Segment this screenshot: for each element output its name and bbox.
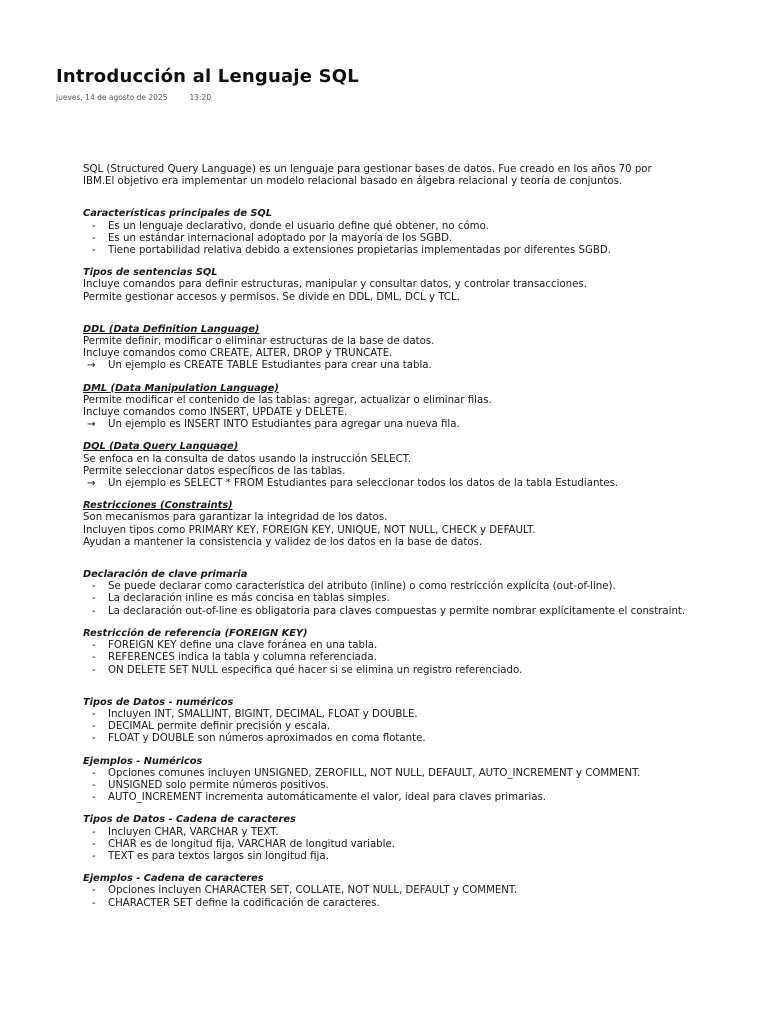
intro-line-2: IBM.El objetivo era implementar un modelo relacional basado en álgebra relacional y teoría de conjuntos.	[83, 176, 623, 188]
dash-marker: -	[92, 245, 96, 257]
list-item: - FLOAT y DOUBLE son números aproximados en coma flotante.	[92, 733, 426, 745]
list-item: - Opciones incluyen CHARACTER SET, COLLATE, NOT NULL, DEFAULT y COMMENT.	[92, 885, 518, 897]
list-item: → Un ejemplo es CREATE TABLE Estudiantes para crear una tabla.	[87, 360, 432, 372]
text-line: Incluye comandos como INSERT, UPDATE y DELETE.	[83, 407, 348, 419]
list-item: - FOREIGN KEY define una clave foránea en una tabla.	[92, 640, 378, 652]
section-heading-ejemplos-numericos: Ejemplos - Numéricos	[83, 755, 203, 767]
dash-marker: -	[92, 838, 96, 850]
note-time: 13:20	[189, 93, 212, 102]
dash-marker: -	[92, 721, 96, 733]
text-line: Incluyen tipos como PRIMARY KEY, FOREIGN KEY, UNIQUE, NOT NULL, CHECK y DEFAULT.	[83, 524, 536, 536]
section-heading-tipos-cadena: Tipos de Datos - Cadena de caracteres	[83, 814, 296, 826]
text-line: Permite definir, modificar o eliminar estructuras de la base de datos.	[83, 336, 435, 348]
section-heading-tipos-sentencias: Tipos de sentencias SQL	[83, 267, 218, 279]
list-item: - AUTO_INCREMENT incrementa automáticamente el valor, ideal para claves primarias.	[92, 792, 547, 804]
text-line: Permite seleccionar datos específicos de las tablas.	[83, 465, 346, 477]
dash-marker: -	[92, 220, 96, 232]
dash-marker: -	[92, 885, 96, 897]
section-heading-dql: DQL (Data Query Language)	[83, 441, 239, 453]
list-item: - Es un estándar internacional adoptado por la mayoría de los SGBD.	[92, 232, 453, 244]
list-item: - Opciones comunes incluyen UNSIGNED, ZEROFILL, NOT NULL, DEFAULT, AUTO_INCREMENT y COMMENT.	[92, 767, 641, 779]
section-heading-tipos-numericos: Tipos de Datos - numéricos	[83, 696, 234, 708]
list-item: - ON DELETE SET NULL especifica qué hacer si se elimina un registro referenciado.	[92, 664, 523, 676]
ejemplos-cadena-list	[83, 885, 713, 909]
ddl-example	[83, 360, 713, 372]
list-item: → Un ejemplo es INSERT INTO Estudiantes para agregar una nueva fila.	[87, 419, 460, 431]
list-item: - La declaración out-of-line es obligatoria para claves compuestas y permite nombrar explícitamente el constraint.	[92, 605, 686, 617]
dash-marker: -	[92, 767, 96, 779]
foreign-key-list	[83, 640, 713, 677]
arrow-icon: →	[87, 360, 96, 372]
text-line: Son mecanismos para garantizar la integridad de los datos.	[83, 512, 388, 524]
dash-marker: -	[92, 850, 96, 862]
arrow-icon: →	[87, 478, 96, 490]
section-heading-ddl: DDL (Data Definition Language)	[83, 323, 260, 335]
dash-marker: -	[92, 779, 96, 791]
caracteristicas-list	[83, 221, 713, 258]
dql-example	[83, 478, 713, 490]
list-item: - Tiene portabilidad relativa debido a extensiones propietarias implementadas por diferentes SGBD.	[92, 245, 611, 257]
note-metadata	[56, 93, 211, 102]
dash-marker: -	[92, 640, 96, 652]
text-line: Incluye comandos para definir estructuras, manipular y consultar datos, y controlar transacciones.	[83, 279, 587, 291]
dash-marker: -	[92, 733, 96, 745]
text-line: Permite modificar el contenido de las tablas: agregar, actualizar o eliminar filas.	[83, 394, 492, 406]
list-item: - Incluyen CHAR, VARCHAR y TEXT.	[92, 826, 279, 838]
section-heading-dml: DML (Data Manipulation Language)	[83, 382, 279, 394]
intro-line-1: SQL (Structured Query Language) es un lenguaje para gestionar bases de datos. Fue creado en los años 70 por	[83, 164, 652, 175]
dml-example	[83, 419, 713, 431]
list-item: - UNSIGNED solo permite números positivos.	[92, 779, 329, 791]
list-item: - La declaración inline es más concisa en tablas simples.	[92, 593, 390, 605]
list-item: - DECIMAL permite definir precisión y escala.	[92, 721, 331, 733]
dash-marker: -	[92, 708, 96, 720]
tipos-numericos-list	[83, 709, 713, 746]
arrow-icon: →	[87, 419, 96, 431]
text-line: Ayudan a mantener la consistencia y validez de los datos en la base de datos.	[83, 536, 483, 548]
dash-marker: -	[92, 652, 96, 664]
dash-marker: -	[92, 593, 96, 605]
dash-marker: -	[92, 792, 96, 804]
tipos-cadena-list	[83, 827, 713, 864]
dash-marker: -	[92, 664, 96, 676]
ejemplos-numericos-list	[83, 768, 713, 805]
list-item: → Un ejemplo es SELECT * FROM Estudiantes para seleccionar todos los datos de la tabla Estudiantes.	[87, 478, 619, 490]
dash-marker: -	[92, 581, 96, 593]
text-line: Permite gestionar accesos y permisos. Se divide en DDL, DML, DCL y TCL.	[83, 291, 460, 303]
list-item: - Incluyen INT, SMALLINT, BIGINT, DECIMAL, FLOAT y DOUBLE.	[92, 708, 418, 720]
note-body	[83, 164, 713, 910]
list-item: - CHAR es de longitud fija, VARCHAR de longitud variable.	[92, 838, 395, 850]
clave-primaria-list	[83, 581, 713, 618]
list-item: - Se puede declarar como característica del atributo (inline) o como restricción explícita (out-of-line).	[92, 581, 616, 593]
list-item: - Es un lenguaje declarativo, donde el usuario define qué obtener, no cómo.	[92, 220, 489, 232]
dash-marker: -	[92, 826, 96, 838]
dash-marker: -	[92, 897, 96, 909]
section-heading-clave-primaria: Declaración de clave primaria	[83, 569, 248, 581]
section-heading-ejemplos-cadena: Ejemplos - Cadena de caracteres	[83, 873, 264, 885]
dash-marker: -	[92, 232, 96, 244]
dash-marker: -	[92, 605, 96, 617]
text-line: Se enfoca en la consulta de datos usando la instrucción SELECT.	[83, 453, 411, 465]
text-line: Incluye comandos como CREATE, ALTER, DROP y TRUNCATE.	[83, 348, 393, 360]
note-date: jueves, 14 de agosto de 2025	[56, 93, 168, 102]
list-item: - CHARACTER SET define la codificación de caracteres.	[92, 897, 380, 909]
section-heading-foreign-key: Restricción de referencia (FOREIGN KEY)	[83, 627, 308, 639]
page-title: Introducción al Lenguaje SQL	[56, 66, 359, 87]
list-item: - TEXT es para textos largos sin longitud fija.	[92, 850, 329, 862]
section-heading-restricciones: Restricciones (Constraints)	[83, 500, 233, 512]
section-heading-caracteristicas: Características principales de SQL	[83, 208, 273, 220]
list-item: - REFERENCES indica la tabla y columna referenciada.	[92, 652, 377, 664]
